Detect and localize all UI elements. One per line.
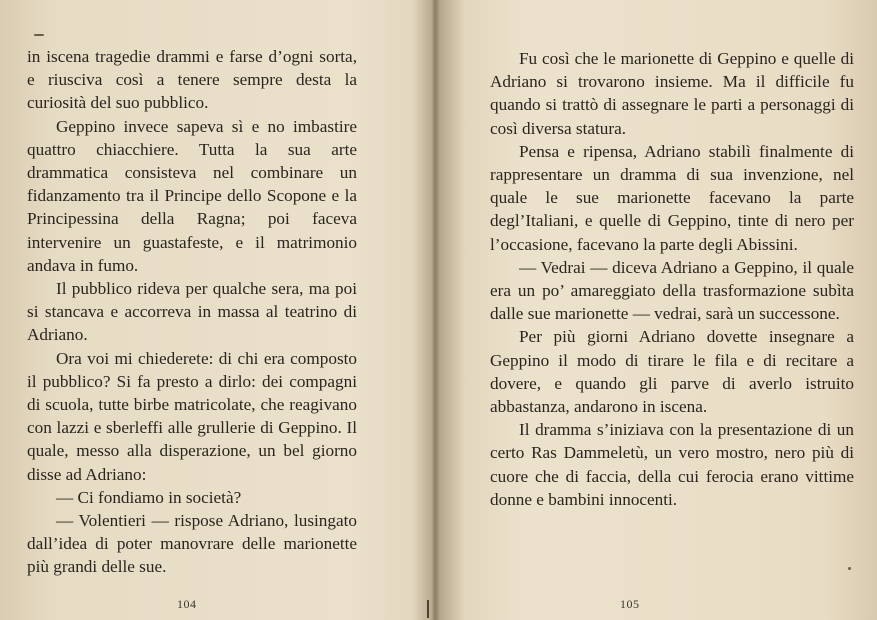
paragraph: in iscena tragedie drammi e farse d’ogni sorta, e riusciva così a tenere sempre desta la curiosità del suo pubblico.: [27, 47, 357, 113]
paragraph: — Vedrai — diceva Adriano a Geppino, il quale era un po’ amareggiato della trasformazione subìta dalle sue marionette — vedrai, sarà un successone.: [490, 257, 854, 324]
page-number: 105: [620, 597, 640, 611]
paragraph: Pensa e ripensa, Adriano stabilì finalmente di rappresentare un dramma di sua invenzione, nel quale le sue marionette facevano la parte degl’Italiani, e quelle di Geppino, tinte di nero per l’occasione, facevano la parte degli Abissini.: [490, 141, 854, 254]
gutter-binding: [427, 600, 429, 618]
left-page: [0, 0, 425, 620]
paragraph: Il pubblico rideva per qualche sera, ma poi si stancava e accorreva in massa al teatrino di Adriano.: [27, 279, 357, 345]
paper-speck: [848, 567, 851, 570]
right-page: [430, 0, 877, 620]
paragraph: Ora voi mi chiederete: di chi era composto il pubblico? Si fa presto a dirlo: dei compagni di scuola, tutte birbe matricolate, che reagivano con lazzi e sberleffi alle grullerie di Geppino. Il quale, messo alla disperazione, un bel giorno disse ad Adriano:: [27, 348, 357, 484]
paper-speck: [34, 34, 44, 36]
paragraph: Per più giorni Adriano dovette insegnare a Geppino il modo di tirare le fila e di recitare a dovere, e quando gli parve di averlo istruito abbastanza, andarono in iscena.: [490, 327, 854, 417]
paragraph: Il dramma s’iniziava con la presentazione di un certo Ras Dammeletù, un vero mostro, nero più di cuore che di faccia, della cui ferocia erano vittime donne e bambini innocenti.: [490, 420, 854, 509]
paragraph: — Ci fondiamo in società?: [56, 487, 242, 507]
right-page-text: [490, 47, 854, 511]
left-page-text: [27, 45, 357, 579]
paragraph: Geppino invece sapeva sì e no imbastire quattro chiacchiere. Tutta la sua arte drammatica consisteva nel combinare un fidanzamento tra il Principe dello Scopone e la Principessina della Ragna; poi faceva intervenire un guastafeste, e il matrimonio andava in fumo.: [27, 116, 357, 275]
page-number: 104: [177, 597, 197, 611]
paragraph: Fu così che le marionette di Geppino e quelle di Adriano si trovarono insieme. Ma il difficile fu quando si trattò di assegnare le parti a personaggi di così diversa statura.: [490, 49, 854, 138]
paragraph: — Volentieri — rispose Adriano, lusingato dall’idea di poter manovrare delle marionette più grandi delle sue.: [27, 511, 357, 577]
